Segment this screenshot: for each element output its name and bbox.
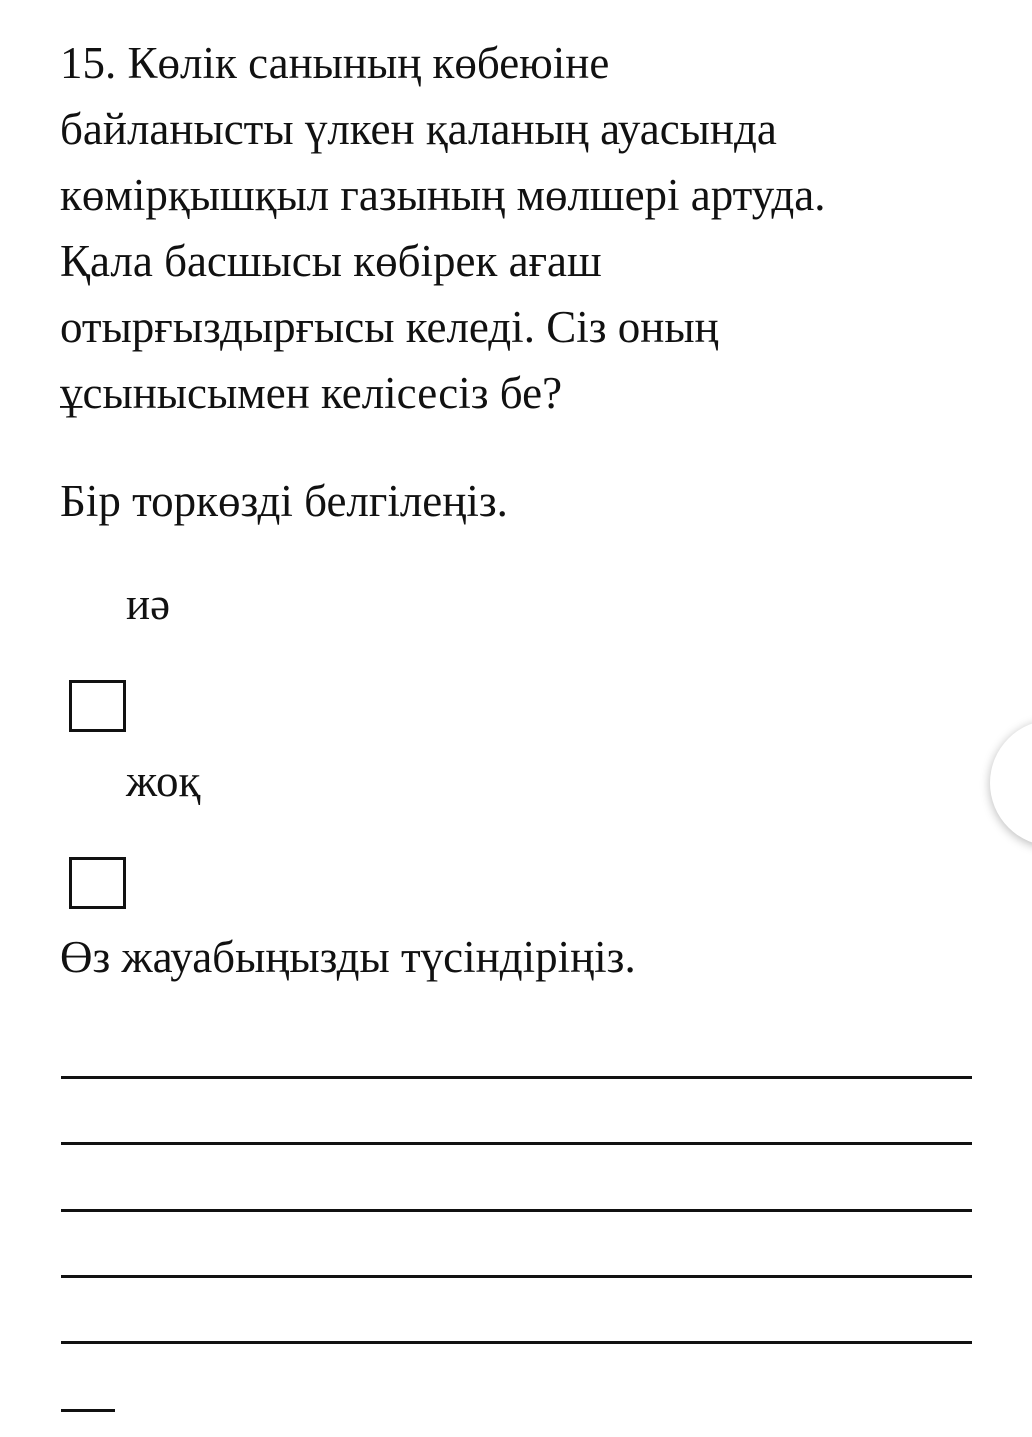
option-yes-checkbox[interactable] bbox=[69, 680, 126, 732]
question-line: ұсынысымен келісесіз бе? bbox=[60, 368, 563, 418]
question-line: 15. Көлік санының көбеюіне bbox=[60, 38, 610, 88]
answer-line[interactable] bbox=[61, 1142, 972, 1145]
answer-line[interactable] bbox=[61, 1076, 972, 1079]
explain-prompt: Өз жауабыңызды түсіндіріңіз. bbox=[60, 932, 636, 982]
question-line: байланысты үлкен қаланың ауасында bbox=[60, 104, 777, 154]
option-yes-label: иә bbox=[126, 579, 171, 629]
answer-line[interactable] bbox=[61, 1409, 115, 1412]
question-line: Қала басшысы көбірек ағаш bbox=[60, 236, 602, 286]
answer-line[interactable] bbox=[61, 1209, 972, 1212]
instruction-text: Бір торкөзді белгілеңіз. bbox=[60, 476, 508, 526]
question-line: көмірқышқыл газының мөлшері артуда. bbox=[60, 170, 826, 220]
option-no-label: жоқ bbox=[126, 756, 201, 806]
option-no-checkbox[interactable] bbox=[69, 857, 126, 909]
answer-line[interactable] bbox=[61, 1341, 972, 1344]
question-text bbox=[60, 30, 1000, 426]
answer-line[interactable] bbox=[61, 1275, 972, 1278]
side-panel-handle[interactable] bbox=[990, 720, 1032, 846]
question-line: отырғыздырғысы келеді. Сіз оның bbox=[60, 302, 719, 352]
